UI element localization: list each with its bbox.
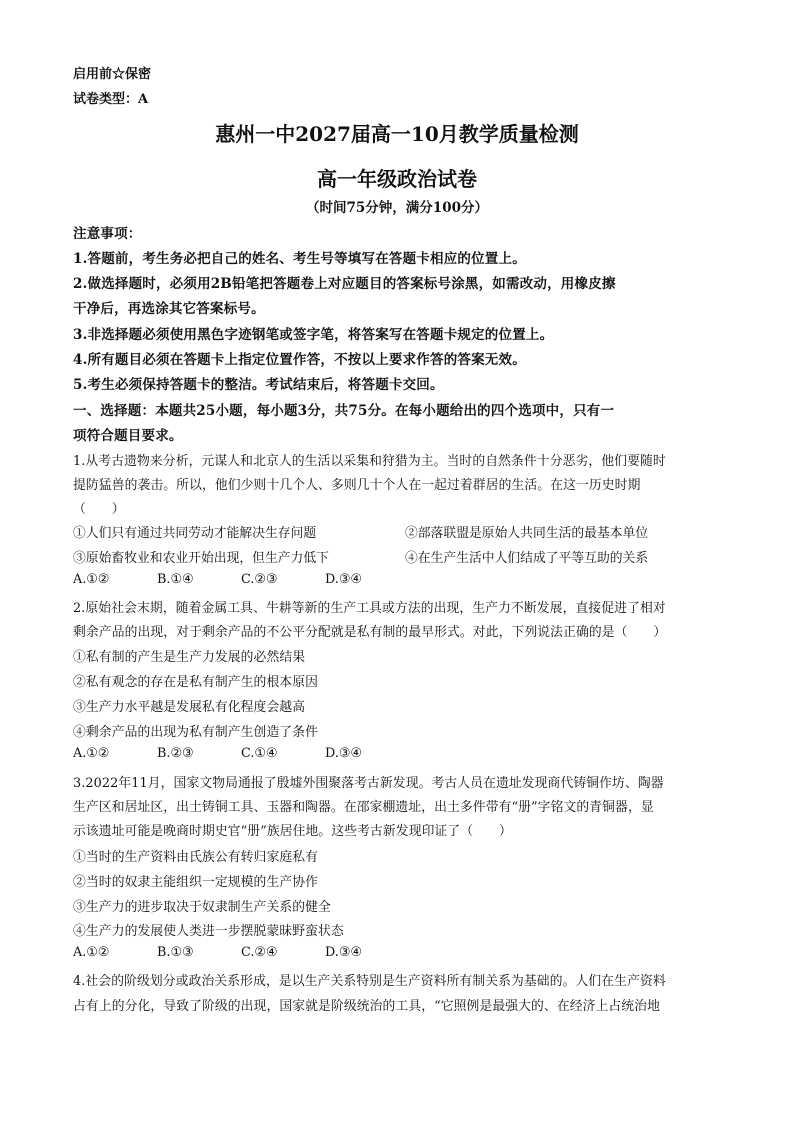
question-1-stem: 提防猛兽的袭击。所以，他们少则十几个人、多则几十个人在一起过着群居的生活。在这一历史时期 xyxy=(73,478,641,493)
notice-item: 2.做选择题时，必须用2B铅笔把答题卷上对应题目的答案标号涂黑，如需改动，用橡皮擦 xyxy=(73,276,616,292)
question-3-statement: ①当时的生产资料由氏族公有转归家庭私有 xyxy=(73,850,319,865)
question-3-statement: ②当时的奴隶主能组织一定规模的生产协作 xyxy=(73,875,319,890)
notice-item: 5.考生必须保持答题卡的整洁。考试结束后，将答题卡交回。 xyxy=(73,377,444,393)
notice-item: 干净后，再选涂其它答案标号。 xyxy=(73,301,265,317)
question-1-stem: 1.从考古遗物来分析，元谋人和北京人的生活以采集和狩猎为主。当时的自然条件十分恶劣，他们要随时 xyxy=(73,454,666,469)
choice-a: A.①② xyxy=(73,945,110,960)
choice-b: B.①③ xyxy=(157,945,194,960)
section-heading-cont: 项符合题目要求。 xyxy=(73,428,183,444)
choice-a: A.①② xyxy=(73,572,110,587)
question-2-statement: ①私有制的产生是生产力发展的必然结果 xyxy=(73,650,306,665)
secret-label: 启用前☆保密 xyxy=(73,67,152,82)
exam-title: 惠州一中2027届高一10月教学质量检测 xyxy=(215,122,579,146)
question-1-choices xyxy=(73,572,409,587)
question-1-statement-1: ①人们只有通过共同劳动才能解决生存问题 xyxy=(73,526,317,541)
notice-item: 4.所有题目必须在答题卡上指定位置作答，不按以上要求作答的答案无效。 xyxy=(73,352,526,368)
exam-subtitle: 高一年级政治试卷 xyxy=(317,167,477,191)
choice-a: A.①② xyxy=(73,746,110,761)
question-2-stem: 2.原始社会末期，随着金属工具、牛耕等新的生产工具或方法的出现，生产力不断发展，直接促进了相对 xyxy=(73,601,666,616)
paper-type-label: 试卷类型：A xyxy=(73,92,149,107)
section-heading: 一、选择题：本题共25小题，每小题3分，共75分。在每小题给出的四个选项中，只有一 xyxy=(73,403,615,419)
choice-c: C.①④ xyxy=(241,746,278,761)
notice-heading: 注意事项： xyxy=(73,226,142,242)
choice-d: D.③④ xyxy=(325,746,362,761)
choice-c: C.②③ xyxy=(241,572,278,587)
notice-item: 1.答题前，考生务必把自己的姓名、考生号等填写在答题卡相应的位置上。 xyxy=(73,251,526,267)
question-4-stem: 4.社会的阶级划分或政治关系形成，是以生产关系特别是生产资料所有制关系为基础的。人们在生产资料 xyxy=(73,974,666,989)
choice-d: D.③④ xyxy=(325,945,362,960)
question-3-stem: 示该遗址可能是晚商时期史官“册”族居住地。这些考古新发现印证了（ ） xyxy=(73,824,512,839)
question-4-stem: 占有上的分化，导致了阶级的出现，国家就是阶级统治的工具，“它照例是最强大的、在经济上占统治地 xyxy=(73,999,661,1014)
notice-item: 3.非选择题必须使用黑色字迹钢笔或签字笔，将答案写在答题卡规定的位置上。 xyxy=(73,327,554,343)
question-3-stem: 3.2022年11月，国家文物局通报了殷墟外围聚落考古新发现。考古人员在遗址发现商代铸铜作坊、陶器 xyxy=(73,776,664,791)
choice-c: C.②④ xyxy=(241,945,278,960)
choice-b: B.①④ xyxy=(157,572,194,587)
question-2-stem: 剩余产品的出现，对于剩余产品的不公平分配就是私有制的最早形式。对此，下列说法正确的是（ ） xyxy=(73,625,667,640)
question-1-statement-4: ④在生产生活中人们结成了平等互助的关系 xyxy=(405,551,649,566)
question-3-stem: 生产区和居址区，出土铸铜工具、玉器和陶器。在邵家棚遗址，出土多件带有“册”字铭文的青铜器，显 xyxy=(73,800,654,815)
question-1-blank: （ ） xyxy=(73,502,125,517)
question-1-statement-2: ②部落联盟是原始人共同生活的最基本单位 xyxy=(405,526,649,541)
question-2-statement: ④剩余产品的出现为私有制产生创造了条件 xyxy=(73,725,319,740)
question-3-statement: ③生产力的进步取决于奴隶制生产关系的健全 xyxy=(73,900,331,915)
question-3-choices xyxy=(73,945,409,960)
question-1-statement-3: ③原始畜牧业和农业开始出现，但生产力低下 xyxy=(73,551,329,566)
choice-d: D.③④ xyxy=(325,572,362,587)
exam-time-score: （时间75分钟，满分100分） xyxy=(306,200,488,216)
choice-b: B.②③ xyxy=(157,746,194,761)
question-2-choices xyxy=(73,746,409,761)
question-2-statement: ②私有观念的存在是私有制产生的根本原因 xyxy=(73,675,319,690)
question-2-statement: ③生产力水平越是发展私有化程度会越高 xyxy=(73,700,306,715)
question-3-statement: ④生产力的发展使人类进一步摆脱蒙昧野蛮状态 xyxy=(73,924,344,939)
